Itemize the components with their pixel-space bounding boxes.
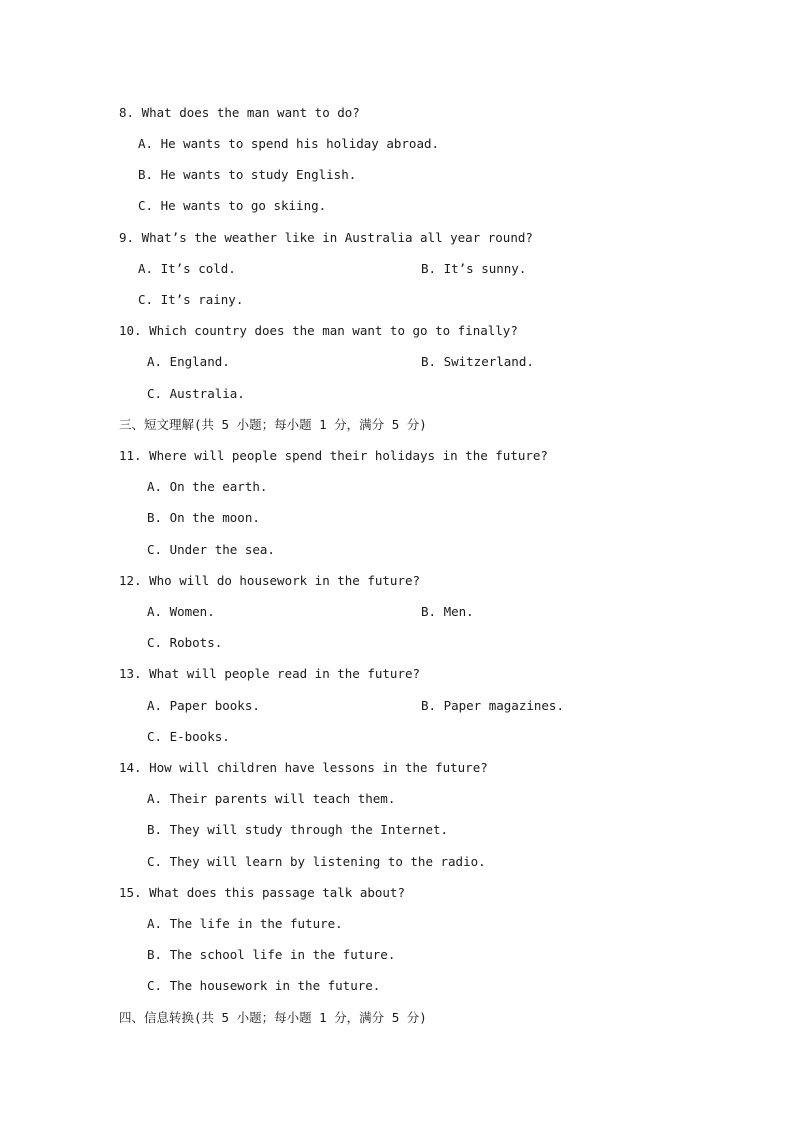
question-8-option-a: A. He wants to spend his holiday abroad. (138, 136, 440, 151)
question-11-option-c: C. Under the sea. (147, 542, 275, 557)
question-10-option-b: B. Switzerland. (421, 354, 534, 369)
question-11-stem: 11. Where will people spend their holidays in the future? (119, 448, 548, 463)
question-9-option-a: A. It’s cold. (138, 261, 236, 276)
question-8-option-b: B. He wants to study English. (138, 167, 357, 182)
question-9-option-b: B. It’s sunny. (421, 261, 527, 276)
question-14-option-b: B. They will study through the Internet. (147, 822, 449, 837)
question-12-option-c: C. Robots. (147, 635, 223, 650)
question-10-option-a: A. England. (147, 354, 230, 369)
question-15-option-b: B. The school life in the future. (147, 947, 396, 962)
question-12-option-a: A. Women. (147, 604, 215, 619)
question-12-option-b: B. Men. (421, 604, 474, 619)
question-14-stem: 14. How will children have lessons in the future? (119, 760, 488, 775)
question-14-option-a: A. Their parents will teach them. (147, 791, 396, 806)
question-9-option-c: C. It’s rainy. (138, 292, 244, 307)
question-8-option-c: C. He wants to go skiing. (138, 198, 327, 213)
question-9-stem: 9. What’s the weather like in Australia all year round? (119, 230, 533, 245)
question-15-stem: 15. What does this passage talk about? (119, 885, 405, 900)
question-15-option-c: C. The housework in the future. (147, 978, 381, 993)
section-3-heading: 三、短文理解(共 5 小题；每小题 1 分，满分 5 分) (119, 417, 427, 432)
question-10-option-c: C. Australia. (147, 386, 245, 401)
question-14-option-c: C. They will learn by listening to the radio. (147, 854, 486, 869)
question-12-stem: 12. Who will do housework in the future? (119, 573, 421, 588)
question-11-option-a: A. On the earth. (147, 479, 268, 494)
question-8-stem: 8. What does the man want to do? (119, 105, 360, 120)
section-4-heading: 四、信息转换(共 5 小题；每小题 1 分，满分 5 分) (119, 1010, 427, 1025)
question-13-stem: 13. What will people read in the future? (119, 666, 421, 681)
question-15-option-a: A. The life in the future. (147, 916, 343, 931)
question-13-option-a: A. Paper books. (147, 698, 260, 713)
question-13-option-c: C. E-books. (147, 729, 230, 744)
question-11-option-b: B. On the moon. (147, 510, 260, 525)
question-13-option-b: B. Paper magazines. (421, 698, 564, 713)
question-10-stem: 10. Which country does the man want to go to finally? (119, 323, 518, 338)
